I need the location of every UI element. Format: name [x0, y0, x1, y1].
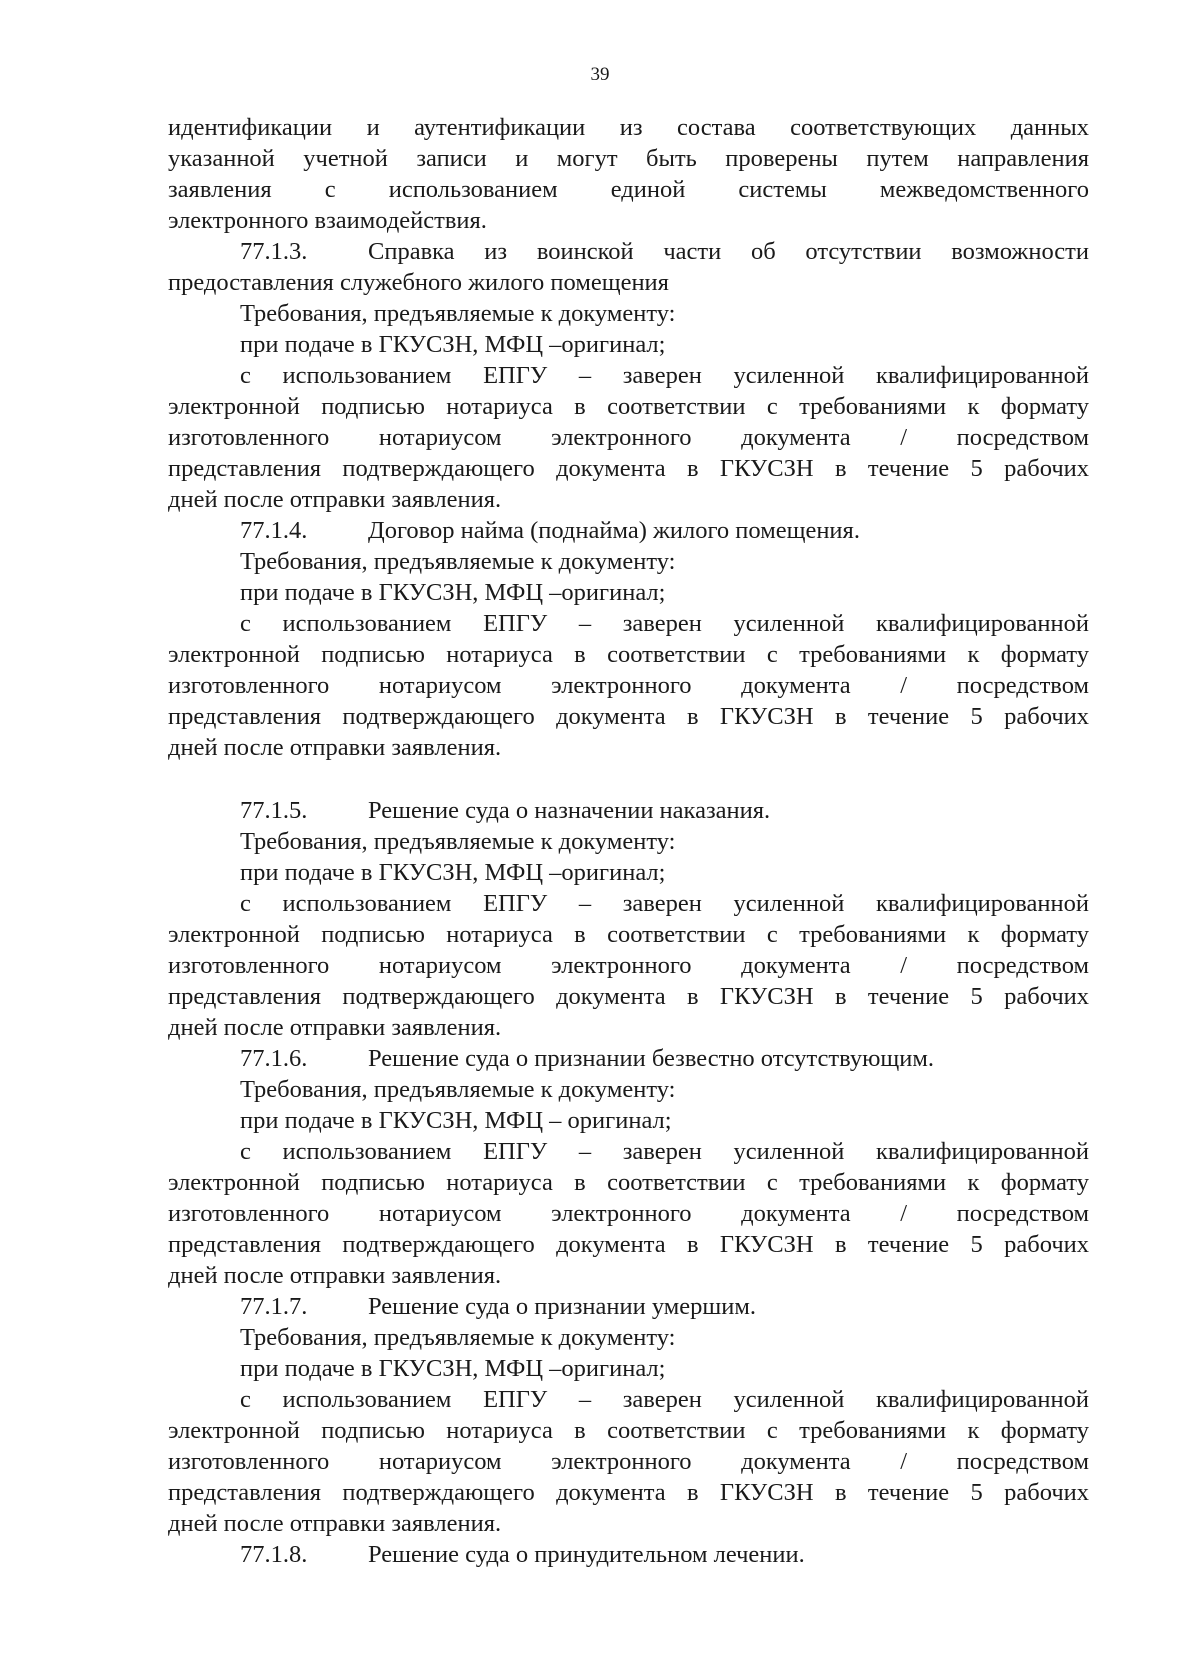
requirements-label: Требования, предъявляемые к документу:: [240, 548, 676, 575]
intro-line: электронного взаимодействия.: [168, 207, 487, 234]
epgu-line: представления подтверждающего документа в ГКУСЗН в течение 5 рабочих: [168, 1479, 1089, 1506]
section-number: 77.1.8.: [240, 1541, 308, 1568]
epgu-line: с использованием ЕПГУ – заверен усиленной квалифицированной: [240, 890, 1089, 917]
section-title: Решение суда о признании умершим.: [368, 1293, 756, 1320]
section-heading: [168, 1539, 1089, 1570]
section-heading: [168, 515, 1089, 546]
requirements-label: Требования, предъявляемые к документу:: [240, 828, 676, 855]
section-title: Решение суда о назначении наказания.: [368, 797, 771, 824]
epgu-line: изготовленного нотариусом электронного документа / посредством: [168, 1448, 1089, 1475]
section-title: Решение суда о принудительном лечении.: [368, 1541, 805, 1568]
document-body: [168, 112, 1089, 1570]
epgu-line: изготовленного нотариусом электронного документа / посредством: [168, 424, 1089, 451]
epgu-line: электронной подписью нотариуса в соответствии с требованиями к формату: [168, 641, 1089, 668]
epgu-line: изготовленного нотариусом электронного документа / посредством: [168, 1200, 1089, 1227]
requirements-label: Требования, предъявляемые к документу:: [240, 1076, 676, 1103]
epgu-line: с использованием ЕПГУ – заверен усиленной квалифицированной: [240, 1138, 1089, 1165]
epgu-line: электронной подписью нотариуса в соответствии с требованиями к формату: [168, 921, 1089, 948]
intro-line: указанной учетной записи и могут быть проверены путем направления: [168, 145, 1089, 172]
submission-text: при подаче в ГКУСЗН, МФЦ –оригинал;: [240, 859, 666, 886]
section-number: 77.1.7.: [240, 1293, 308, 1320]
section-number: 77.1.6.: [240, 1045, 308, 1072]
epgu-line: представления подтверждающего документа в ГКУСЗН в течение 5 рабочих: [168, 983, 1089, 1010]
requirements-label: Требования, предъявляемые к документу:: [240, 1324, 676, 1351]
submission-text: при подаче в ГКУСЗН, МФЦ –оригинал;: [240, 331, 666, 358]
epgu-line: электронной подписью нотариуса в соответствии с требованиями к формату: [168, 1169, 1089, 1196]
section-number: 77.1.3.: [240, 238, 308, 265]
epgu-line: изготовленного нотариусом электронного документа / посредством: [168, 952, 1089, 979]
submission-text: при подаче в ГКУСЗН, МФЦ –оригинал;: [240, 579, 666, 606]
epgu-line: представления подтверждающего документа в ГКУСЗН в течение 5 рабочих: [168, 455, 1089, 482]
epgu-line: с использованием ЕПГУ – заверен усиленной квалифицированной: [240, 362, 1089, 389]
blank-line: [168, 763, 1089, 795]
epgu-line: дней после отправки заявления.: [168, 734, 502, 761]
epgu-line: представления подтверждающего документа в ГКУСЗН в течение 5 рабочих: [168, 1231, 1089, 1258]
epgu-line: изготовленного нотариусом электронного документа / посредством: [168, 672, 1089, 699]
epgu-line: дней после отправки заявления.: [168, 1014, 502, 1041]
intro-line: идентификации и аутентификации из состава соответствующих данных: [168, 114, 1089, 141]
section-number: 77.1.4.: [240, 517, 308, 544]
section-number: 77.1.5.: [240, 797, 308, 824]
section-title-cont: предоставления служебного жилого помещения: [168, 269, 669, 296]
epgu-line: дней после отправки заявления.: [168, 486, 502, 513]
section-heading: [168, 795, 1089, 826]
epgu-line: электронной подписью нотариуса в соответствии с требованиями к формату: [168, 1417, 1089, 1444]
epgu-line: электронной подписью нотариуса в соответствии с требованиями к формату: [168, 393, 1089, 420]
epgu-line: дней после отправки заявления.: [168, 1510, 502, 1537]
requirements-label: Требования, предъявляемые к документу:: [240, 300, 676, 327]
intro-line: заявления с использованием единой системы межведомственного: [168, 176, 1089, 203]
epgu-line: дней после отправки заявления.: [168, 1262, 502, 1289]
submission-text: при подаче в ГКУСЗН, МФЦ –оригинал;: [240, 1355, 666, 1382]
page-number: 39: [590, 64, 610, 85]
section-heading: [168, 1291, 1089, 1322]
epgu-line: с использованием ЕПГУ – заверен усиленной квалифицированной: [240, 1386, 1089, 1413]
epgu-line: представления подтверждающего документа в ГКУСЗН в течение 5 рабочих: [168, 703, 1089, 730]
section-title: Справка из воинской части об отсутствии возможности: [368, 238, 1089, 265]
epgu-line: с использованием ЕПГУ – заверен усиленной квалифицированной: [240, 610, 1089, 637]
section-title: Договор найма (поднайма) жилого помещения.: [368, 517, 860, 544]
section-title: Решение суда о признании безвестно отсутствующим.: [368, 1045, 935, 1072]
submission-text: при подаче в ГКУСЗН, МФЦ – оригинал;: [240, 1107, 672, 1134]
section-heading: [168, 1043, 1089, 1074]
section-heading: [168, 236, 1089, 267]
